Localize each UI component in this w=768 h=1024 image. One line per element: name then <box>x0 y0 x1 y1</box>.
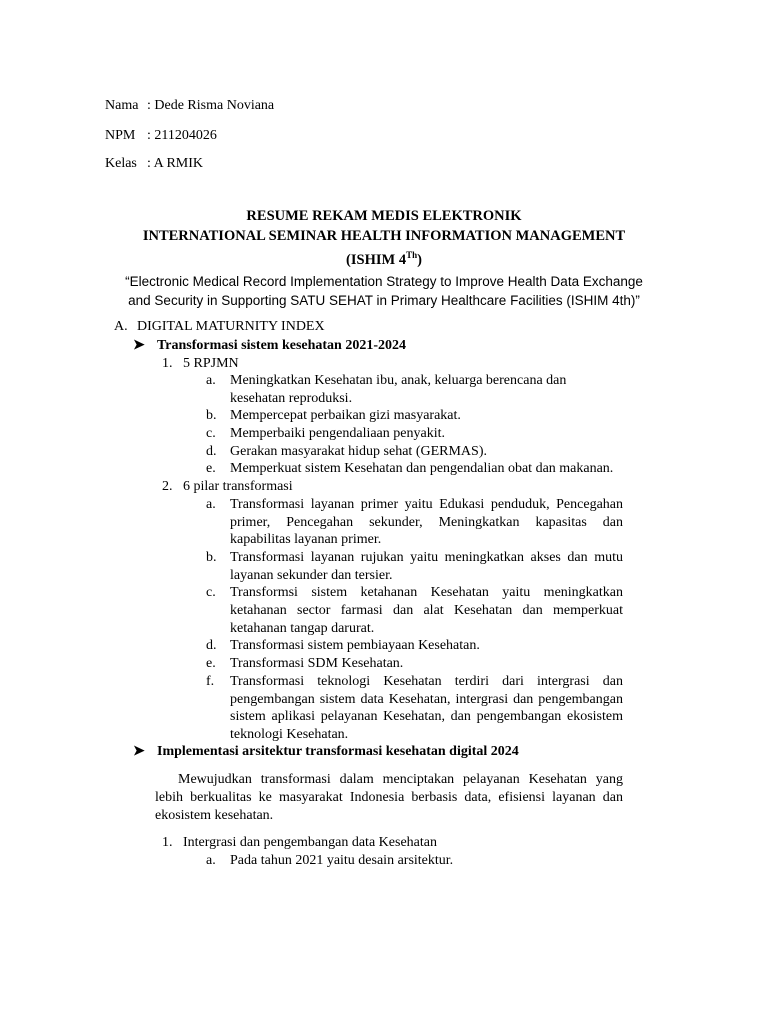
sub-d-marker: d. <box>206 444 217 459</box>
pilar-c-line-3: ketahanan tangap darurat. <box>230 621 375 636</box>
item-3-label: Intergrasi dan pengembangan data Kesehatan <box>183 835 437 850</box>
sub-a-marker: a. <box>206 373 216 388</box>
section-a-marker: A. <box>114 319 128 334</box>
pilar-b-line-2: layanan sekunder dan tersier. <box>230 568 393 583</box>
bullet-transformasi-label: Transformasi sistem kesehatan 2021-2024 <box>157 338 407 353</box>
sub-a-line-1: Meningkatkan Kesehatan ibu, anak, keluarga berencana dan <box>230 373 567 388</box>
student-class-row <box>105 155 203 173</box>
arrow-bullet-icon: ➤ <box>133 338 145 353</box>
class-value: : A RMIK <box>147 156 204 171</box>
pilar-a-marker: a. <box>206 497 216 512</box>
item-1-marker: 1. <box>162 356 173 371</box>
class-label: Kelas <box>105 156 137 171</box>
pilar-f-line-2: pengembangan sistem data Kesehatan, intergrasi dan pengembangan <box>230 692 623 707</box>
title-line-2: INTERNATIONAL SEMINAR HEALTH INFORMATION MANAGEMENT <box>142 228 626 244</box>
subtitle-line-2: and Security in Supporting SATU SEHAT in Primary Healthcare Facilities (ISHIM 4th)” <box>128 293 640 308</box>
item-3-sub-a-marker: a. <box>206 853 216 868</box>
sub-b-line-1: Mempercepat perbaikan gizi masyarakat. <box>230 408 461 423</box>
item-3-sub-a-line-1: Pada tahun 2021 yaitu desain arsitektur. <box>230 853 454 868</box>
bullet-implementasi <box>133 743 519 761</box>
pilar-d-marker: d. <box>206 638 217 653</box>
pilar-f-line-4: teknologi Kesehatan. <box>230 727 349 742</box>
student-name-row <box>105 97 274 115</box>
sub-d-line-1: Gerakan masyarakat hidup sehat (GERMAS). <box>230 444 487 459</box>
pilar-c-line-2: ketahanan sector farmasi dan alat Kesehatan dan memperkuat <box>230 603 623 618</box>
npm-value: : 211204026 <box>147 128 217 143</box>
pilar-b-line-1: Transformasi layanan rujukan yaitu meningkatkan akses dan mutu <box>230 550 623 565</box>
pilar-c-marker: c. <box>206 585 216 600</box>
npm-label: NPM <box>105 128 136 143</box>
title-superscript: Th <box>406 250 418 260</box>
subtitle-line-1: “Electronic Medical Record Implementation Strategy to Improve Health Data Exchange <box>125 274 643 289</box>
sub-e-marker: e. <box>206 461 216 476</box>
pilar-d-line-1: Transformasi sistem pembiayaan Kesehatan. <box>230 638 480 653</box>
pilar-f-marker: f. <box>206 674 215 689</box>
sub-c-marker: c. <box>206 426 216 441</box>
item-1-label: 5 RPJMN <box>183 356 239 371</box>
bullet-implementasi-label: Implementasi arsitektur transformasi kesehatan digital 2024 <box>157 744 519 759</box>
pilar-e-line-1: Transformasi SDM Kesehatan. <box>230 656 404 671</box>
title-line-1: RESUME REKAM MEDIS ELEKTRONIK <box>246 208 522 224</box>
paragraph-line-2: lebih berkualitas ke masyarakat Indonesia berbasis data, efisiensi layanan dan <box>155 790 623 805</box>
sub-c-line-1: Memperbaiki pengendaliaan penyakit. <box>230 426 445 441</box>
pilar-b-marker: b. <box>206 550 217 565</box>
name-value: : Dede Risma Noviana <box>147 98 275 113</box>
student-npm-row <box>105 127 217 145</box>
item-2-label: 6 pilar transformasi <box>183 479 293 494</box>
pilar-a-line-2: primer, Pencegahan sekunder, Meningkatkan kapasitas dan <box>230 515 623 530</box>
title-line-3: (ISHIM 4Th) <box>346 250 422 268</box>
pilar-f-line-1: Transformasi teknologi Kesehatan terdiri dari intergrasi dan <box>230 674 623 689</box>
pilar-e-marker: e. <box>206 656 216 671</box>
pilar-c-line-1: Transformsi sistem ketahanan Kesehatan yaitu meningkatkan <box>230 585 623 600</box>
pilar-a-line-1: Transformasi layanan primer yaitu Edukasi penduduk, Pencegahan <box>230 497 623 512</box>
name-label: Nama <box>105 98 139 113</box>
paragraph-line-3: ekosistem kesehatan. <box>155 808 274 823</box>
pilar-a-line-3: kapabilitas layanan primer. <box>230 532 382 547</box>
item-2-marker: 2. <box>162 479 173 494</box>
pilar-f-line-3: sistem aplikasi pelayanan Kesehatan, dan pengembangan ekosistem <box>230 709 623 724</box>
bullet-transformasi <box>133 337 406 355</box>
item-3-marker: 1. <box>162 835 173 850</box>
sub-e-line-1: Memperkuat sistem Kesehatan dan pengendalian obat dan makanan. <box>230 461 614 476</box>
paragraph-line-1: Mewujudkan transformasi dalam menciptakan pelayanan Kesehatan yang <box>178 772 623 787</box>
arrow-bullet-icon: ➤ <box>133 744 145 759</box>
section-a-heading: DIGITAL MATURNITY INDEX <box>137 319 325 334</box>
sub-a-line-2: kesehatan reproduksi. <box>230 391 353 406</box>
sub-b-marker: b. <box>206 408 217 423</box>
